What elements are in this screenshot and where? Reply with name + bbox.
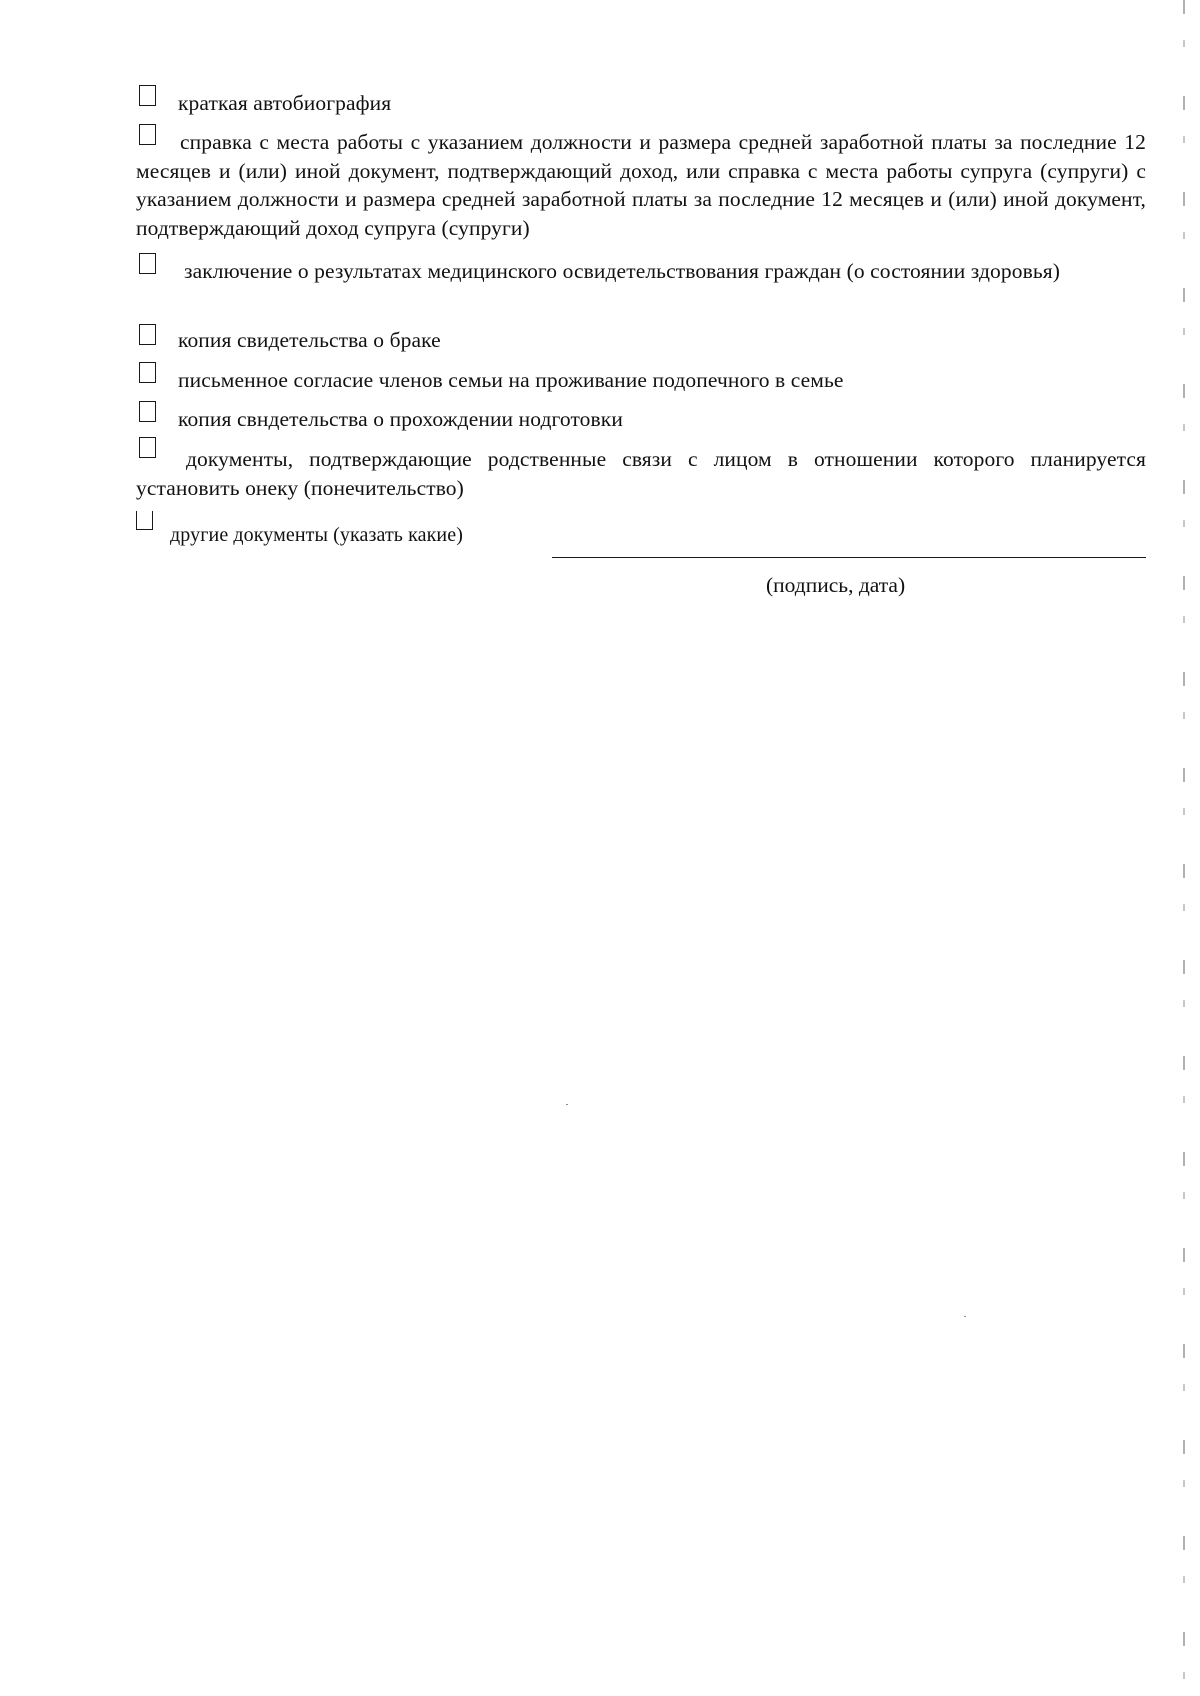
- signature-caption: (подпись, дата): [766, 573, 906, 597]
- scan-speck: [964, 1316, 966, 1317]
- item-label-autobiography: краткая автобиография: [178, 91, 392, 115]
- scan-speck: [566, 1104, 568, 1105]
- item-label-other-documents: другие документы (указать какие): [170, 524, 463, 546]
- item-label-family-consent: письменное согласие членов семьи на проживание подопечного в семье: [178, 368, 844, 392]
- item-label-marriage-certificate: копия свидетельства о браке: [178, 328, 441, 352]
- list-item: [136, 366, 1136, 395]
- item-label-training-certificate: копия свндетельства о прохождении нодготовки: [178, 407, 623, 431]
- list-item: [136, 445, 1146, 502]
- list-item: [136, 521, 1136, 550]
- signature-line[interactable]: [552, 557, 1146, 558]
- item-label-kinship-documents: документы, подтверждающие родственные связи с лицом в отношении которого планируется установить онеку (понечительство): [136, 447, 1146, 500]
- list-item: [136, 405, 1136, 434]
- list-item: [136, 89, 1136, 118]
- scan-edge-artifact: [1183, 0, 1185, 1696]
- item-label-medical-report: заключение о результатах медицинского освидетельствования граждан (о состоянии здоровья): [184, 259, 1060, 283]
- list-item: [136, 326, 1136, 355]
- list-item: [136, 128, 1146, 242]
- list-item: [136, 257, 1146, 286]
- item-label-employment-certificate: справка с места работы с указанием должности и размера средней заработной платы за последние 12 месяцев и (или) иной документ, подтверждающий доход, или справка с места работы супруга (супруги) с указанием должности и размера средней заработной платы за последние 12 месяцев и (или) иной документ, подтверждающий доход супруга (супруги): [136, 130, 1146, 240]
